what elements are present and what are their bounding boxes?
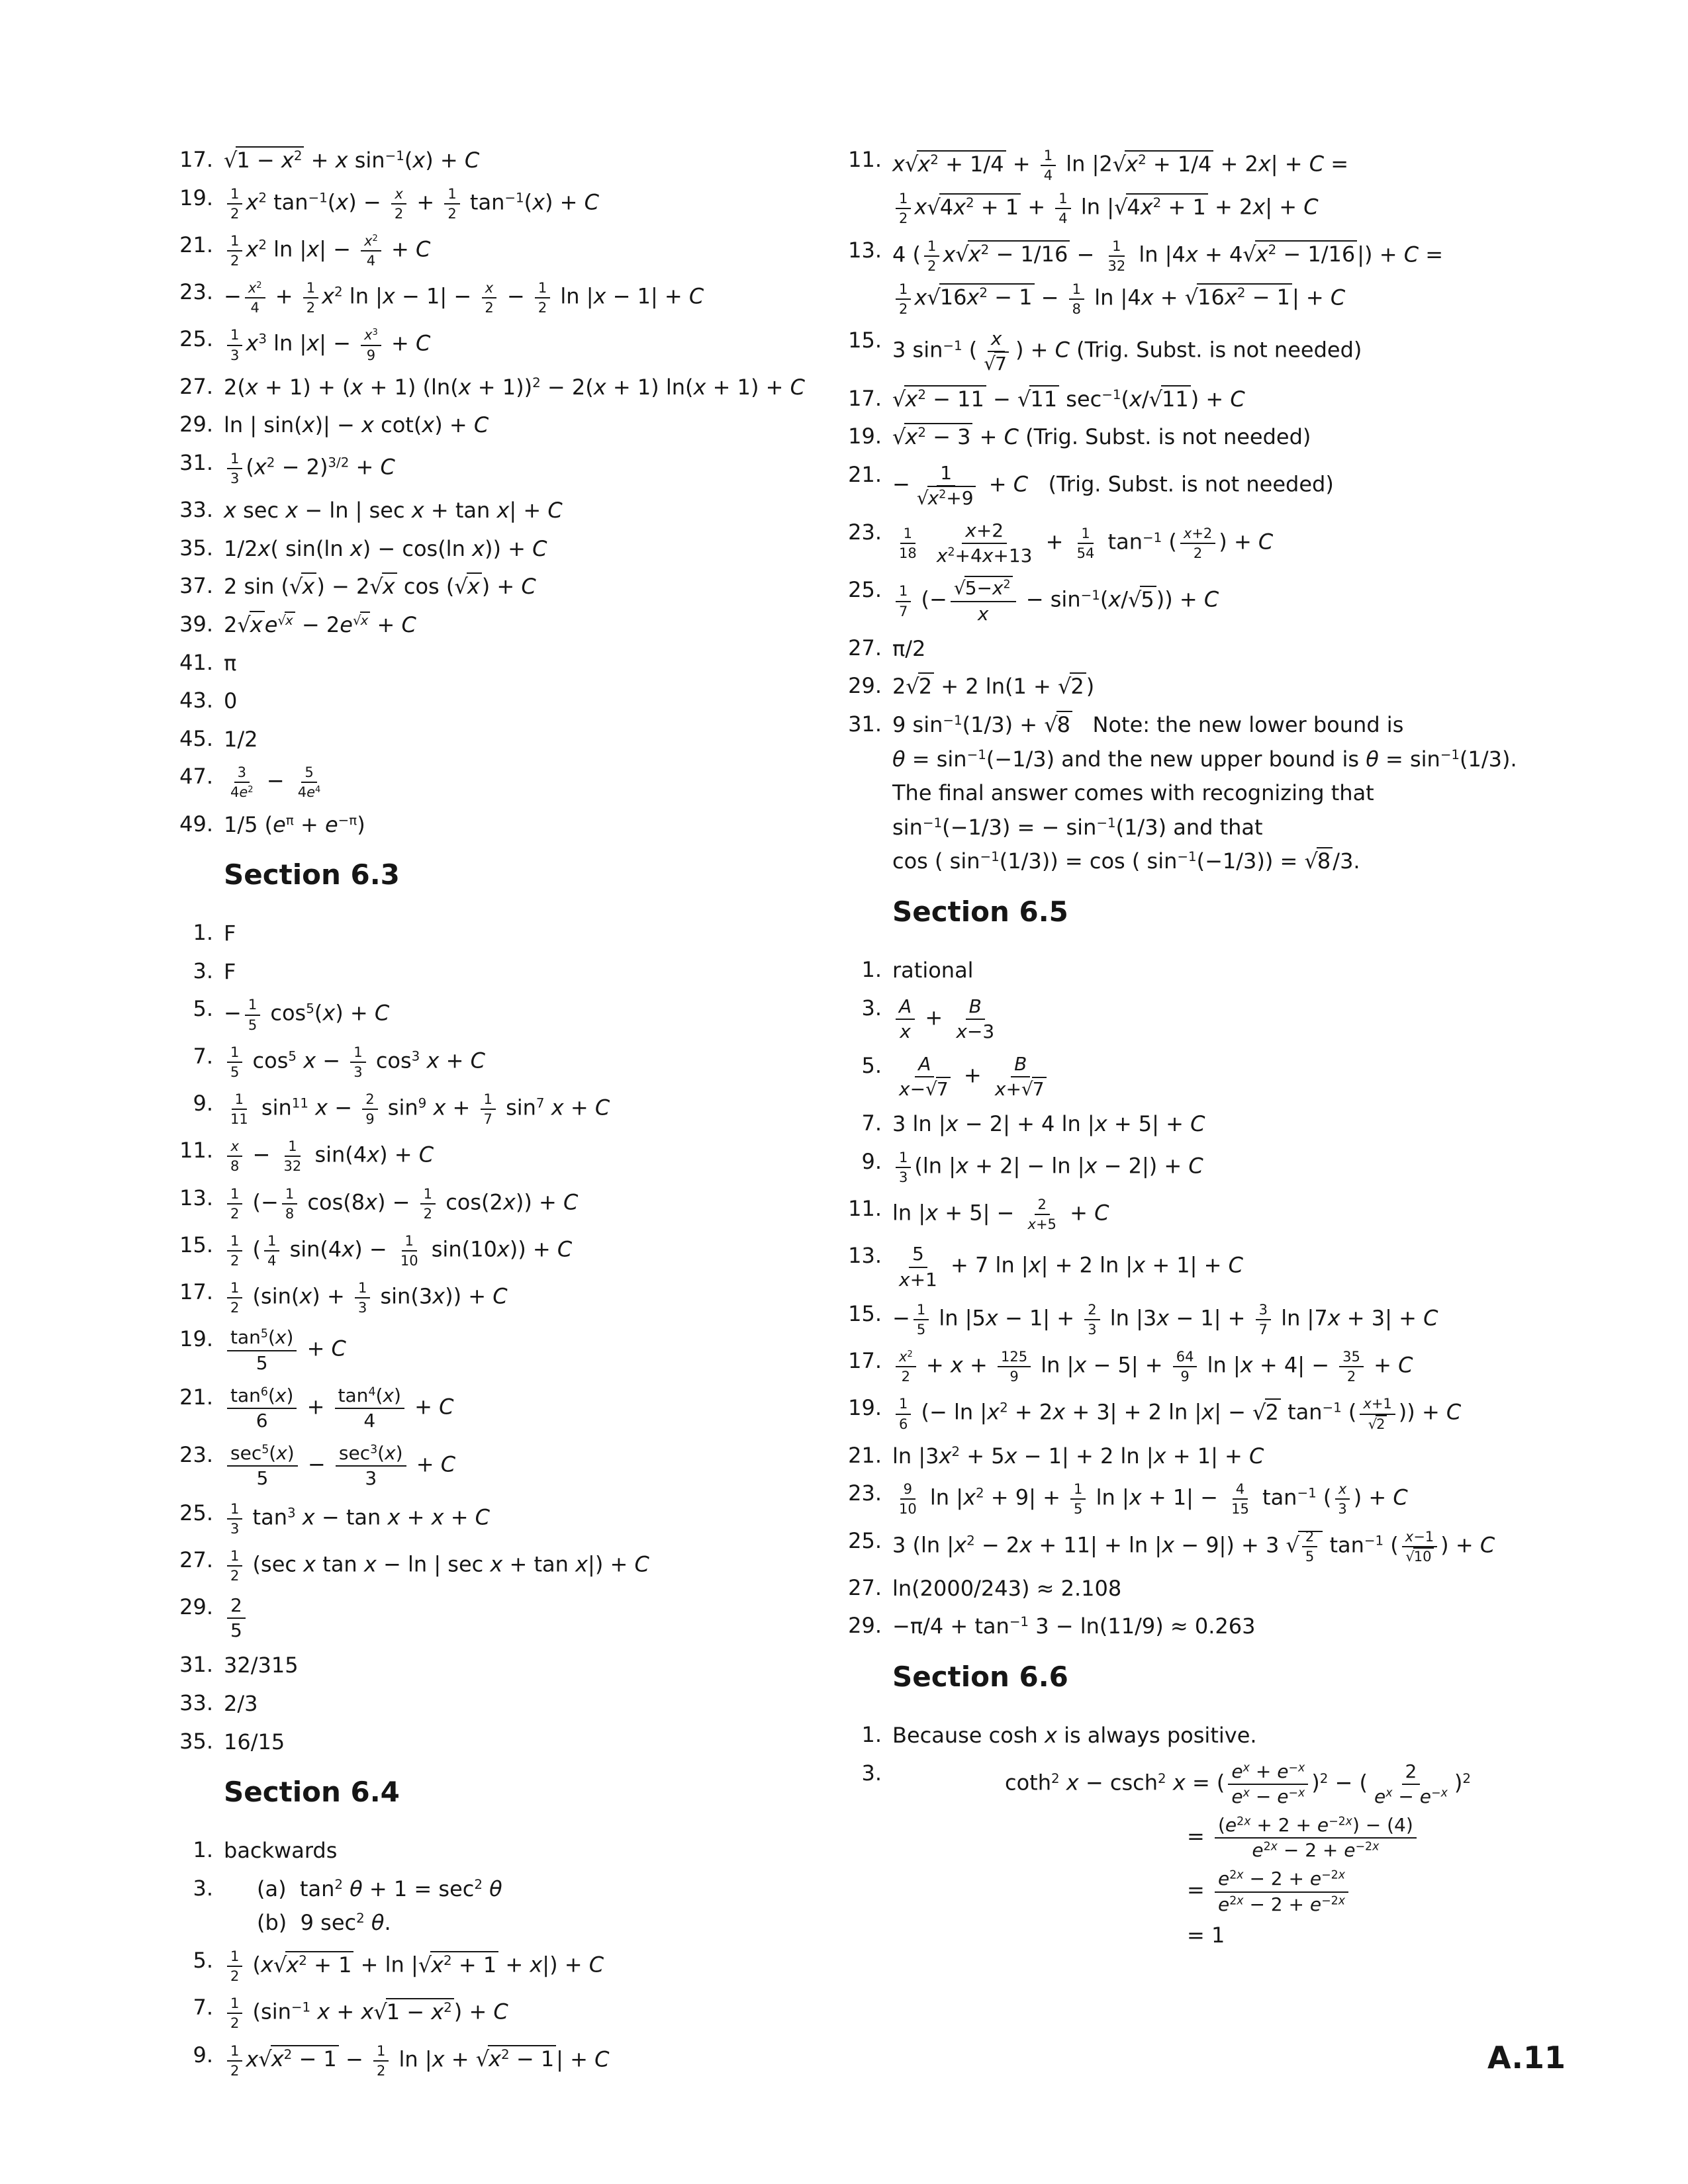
- item-number: 19.: [179, 1326, 213, 1352]
- math-line: $\sin^{-1}(-1/3)$ = − $\sin^{-1}(1/3)$ and that: [892, 814, 1263, 840]
- item-number: 29.: [848, 673, 882, 699]
- item-lines: [224, 1876, 821, 1937]
- item-lines: [224, 412, 821, 439]
- answer-item: [159, 920, 821, 948]
- math-line: 1/2: [224, 726, 258, 752]
- item-lines: [892, 577, 1609, 624]
- math-line: $\frac{1}{2}$ $x√16x^2 - 1$ − $\frac{1}{8}$ $\ln |4x + √16x^2 - 1| + C$: [892, 281, 1609, 317]
- answer-item: [159, 1385, 821, 1432]
- item-lines: [224, 650, 821, 678]
- item-lines: [892, 1722, 1609, 1750]
- answer-item: [159, 1326, 821, 1373]
- math-line: backwards: [224, 1838, 338, 1864]
- math-line: = $\frac{e^{2x} - 2 + e^{-2x}}{e^{2x} - 2 + e^{-2x}}$: [1187, 1868, 1609, 1915]
- item-number: 5.: [193, 996, 213, 1022]
- answer-item: [159, 726, 821, 754]
- answer-item: [794, 520, 1609, 567]
- item-number: 49.: [179, 811, 213, 837]
- item-number: 23.: [179, 279, 213, 305]
- item-lines: [224, 612, 821, 639]
- math-line: 1/5 $(e^\pi + e^{-\pi})$: [224, 811, 365, 837]
- item-number: 25.: [179, 326, 213, 352]
- section-title: Section 6.6: [892, 1661, 1068, 1694]
- answer-item: [794, 1111, 1609, 1138]
- item-lines: [224, 497, 821, 525]
- answer-item: [794, 1395, 1609, 1432]
- item-lines: [224, 1837, 821, 1865]
- answer-item: [159, 1442, 821, 1489]
- item-lines: [892, 462, 1609, 509]
- answer-item: [794, 1575, 1609, 1603]
- answer-item: [794, 711, 1609, 876]
- answer-item: [794, 1480, 1609, 1517]
- math-line: − $\frac{1}{√x^2+9}$ + C (Trig. Subst. is not needed): [892, 461, 1334, 509]
- item-number: 35.: [179, 535, 213, 561]
- item-number: 17.: [179, 147, 213, 172]
- answer-item: [794, 635, 1609, 663]
- item-lines: [892, 1243, 1609, 1290]
- math-line: F: [224, 921, 236, 946]
- item-lines: [224, 1138, 821, 1174]
- answer-item: [159, 1594, 821, 1641]
- math-line: π/2: [892, 635, 926, 661]
- math-line: $\theta = \sin^{-1}(-1/3)$ and the new upper bound is $\theta = \sin^{-1}(1/3)$.: [892, 746, 1517, 772]
- answer-item: [794, 386, 1609, 414]
- item-lines: [892, 995, 1609, 1042]
- right-column: [794, 147, 1609, 1960]
- math-line: $\frac{1}{5}$ $\cos^5 x$ − $\frac{1}{3}$ $\cos^3 x + C$: [224, 1044, 821, 1080]
- item-lines: [224, 1729, 821, 1756]
- item-lines: [224, 1185, 821, 1222]
- item-number: 29.: [179, 1594, 213, 1620]
- math-line: 2/3: [224, 1691, 258, 1717]
- math-line: $\frac{\tan^6(x)}{6}$ + $\frac{\tan^4(x)}{4}$ + C: [224, 1385, 821, 1432]
- item-lines: [224, 1594, 821, 1641]
- math-line: $\frac{A}{x}$ + $\frac{B}{x-3}$: [892, 995, 1609, 1042]
- item-number: 23.: [848, 1480, 882, 1506]
- answer-item: [794, 577, 1609, 624]
- math-line: ln |x + 5| − $\frac{2}{x+5}$ + C: [892, 1197, 1109, 1233]
- math-line: F: [224, 958, 236, 984]
- item-number: 15.: [179, 1232, 213, 1257]
- item-lines: [224, 996, 821, 1032]
- answer-item: [794, 1053, 1609, 1100]
- item-lines: [892, 1575, 1609, 1603]
- item-lines: [892, 424, 1609, 451]
- item-number: 43.: [179, 688, 213, 713]
- answer-item: [159, 147, 821, 175]
- item-number: 31.: [179, 449, 213, 475]
- math-line: $\frac{1}{3}$ (ln |x + 2| − ln |x − 2|) + C: [892, 1149, 1609, 1185]
- item-lines: [224, 1442, 821, 1489]
- item-number: 17.: [179, 1279, 213, 1305]
- answer-item: [794, 1301, 1609, 1338]
- item-lines: [224, 726, 821, 754]
- item-number: 21.: [848, 461, 882, 487]
- math-line: $\frac{1}{2}$ $x√x^2 - 1$ − $\frac{1}{2}$ $\ln |x + √x^2 - 1| + C$: [224, 2042, 821, 2079]
- item-number: 5.: [193, 1948, 213, 1973]
- math-line: $\frac{1}{2}$ (sin(x) + $\frac{1}{3}$ sin(3x)) + C: [224, 1279, 821, 1316]
- item-number: 17.: [848, 1348, 882, 1374]
- math-line: $\frac{3}{4e^2}$ − $\frac{5}{4e^4}$: [230, 764, 321, 801]
- item-lines: [224, 147, 821, 175]
- math-line: 32/315: [224, 1653, 299, 1678]
- item-number: 25.: [848, 577, 882, 603]
- item-lines: [892, 238, 1609, 318]
- answer-item: [159, 185, 821, 222]
- math-line: rational: [892, 957, 974, 983]
- item-lines: [224, 185, 821, 222]
- answer-item: [794, 462, 1609, 509]
- answer-item: [159, 279, 821, 316]
- item-lines: [224, 535, 821, 563]
- item-lines: [224, 764, 821, 800]
- item-number: 23.: [179, 1442, 213, 1468]
- math-line: $\frac{1}{3}$ $x^3$ ln |x| − $\frac{x^3}{9}$ + C: [224, 326, 821, 363]
- item-lines: [224, 2042, 821, 2079]
- item-lines: [892, 1443, 1609, 1471]
- math-line: $\frac{1}{2}$ $x^2$ $\tan^{-1}(x)$ − $\frac{x}{2}$ + $\frac{1}{2}$ $\tan^{-1}(x) + C$: [224, 185, 821, 222]
- answer-item: [159, 1995, 821, 2031]
- item-lines: [224, 1232, 821, 1269]
- item-lines: [224, 1326, 821, 1373]
- section-title: Section 6.4: [224, 1776, 400, 1809]
- math-line: $\frac{9}{10}$ $\ln |x^2 + 9|$ + $\frac{1}{5}$ ln |x + 1| − $\frac{4}{15}$ $\tan^{-1}$ ( $\frac{x}{3}$ ) + C: [899, 1481, 1408, 1518]
- item-lines: [892, 147, 1609, 227]
- answer-item: [159, 688, 821, 715]
- answer-item: [794, 1613, 1609, 1641]
- item-number: 45.: [179, 725, 213, 751]
- item-lines: [892, 1613, 1609, 1641]
- math-line: 3 (ln $|x^2 - 2x + 11| + \ln |x - 9|) + 3$ √ $\frac{2}{5}$ $\tan^{-1}$ ( $\frac{x-1}{√10}$ ) + C: [892, 1528, 1495, 1565]
- item-lines: [892, 1196, 1609, 1232]
- item-number: 3.: [861, 995, 882, 1021]
- item-number: 29.: [848, 1613, 882, 1639]
- math-line: ln(2000/243) ≈ 2.108: [892, 1575, 1122, 1601]
- item-number: 5.: [861, 1052, 882, 1078]
- item-number: 37.: [179, 573, 213, 599]
- math-line: $-\pi/4 + \tan^{-1} 3 - \ln(11/9) \approx 0.263$: [892, 1614, 1256, 1639]
- math-line: 3 ln |x − 2| + 4 ln |x + 5| + C: [892, 1111, 1205, 1137]
- answer-item: [794, 1528, 1609, 1565]
- item-lines: [224, 1044, 821, 1080]
- section-title: Section 6.3: [224, 858, 400, 891]
- item-number: 47.: [179, 764, 213, 790]
- answer-item: [794, 424, 1609, 451]
- answer-item: [794, 1348, 1609, 1385]
- answer-item: [794, 1243, 1609, 1290]
- answer-item: [159, 1500, 821, 1537]
- item-lines: [892, 711, 1609, 876]
- page-number: A.11: [1487, 2040, 1566, 2075]
- answer-item: [159, 326, 821, 363]
- math-line: $\frac{1}{7}$ (− $\frac{√5-x^2}{x}$ − $\sin^{-1}(x/√5)) + C$: [892, 577, 1609, 624]
- math-line: $\sec^5(x)$ 5 − $\sec^3(x)$ 3 + C: [224, 1442, 821, 1489]
- math-line: 1/2x( sin(ln x) − cos(ln x)) + C: [224, 535, 547, 561]
- math-line: 0: [224, 688, 238, 714]
- answer-item: [794, 1196, 1609, 1232]
- item-number: 21.: [179, 232, 213, 257]
- math-line: x sec x − ln | sec x + tan x| + C: [224, 498, 563, 523]
- item-lines: [892, 1053, 1609, 1100]
- answer-item: [794, 328, 1609, 375]
- answer-item: [159, 1652, 821, 1680]
- item-lines: [224, 1279, 821, 1316]
- answer-item: [159, 996, 821, 1032]
- math-line: $\frac{2}{5}$: [224, 1594, 821, 1641]
- math-line: $\frac{1}{18}$ $\frac{x+2}{x^2+4x+13}$ + $\frac{1}{54}$ $\tan^{-1}$ ( $\frac{x+2}{2}$ ) + C: [899, 520, 1274, 567]
- item-number: 19.: [848, 1395, 882, 1421]
- math-line: $\frac{1}{2}$ (− $\frac{1}{8}$ cos(8x) − $\frac{1}{2}$ cos(2x)) + C: [224, 1185, 821, 1222]
- answer-item: [159, 1948, 821, 1984]
- item-lines: [224, 1500, 821, 1537]
- math-line: $\frac{1}{2}$ (sec x tan x − ln | sec x + tan x|) + C: [224, 1547, 821, 1584]
- math-line: − $\frac{1}{5}$ $\cos^5(x) + C$: [224, 997, 390, 1033]
- item-lines: [892, 520, 1609, 567]
- math-line: $x√x^2 + 1/4$ + $\frac{1}{4}$ $\ln |2√x^2 + 1/4 + 2x| + C$ =: [892, 148, 1349, 184]
- answer-item: [159, 811, 821, 839]
- answer-item: [159, 2042, 821, 2079]
- item-number: 33.: [179, 497, 213, 523]
- item-lines: [224, 1652, 821, 1680]
- item-lines: [892, 1528, 1609, 1565]
- answer-item: [794, 1722, 1609, 1750]
- answer-item: [159, 1232, 821, 1269]
- math-line: The final answer comes with recognizing that: [892, 780, 1374, 806]
- item-number: 39.: [179, 611, 213, 637]
- item-number: 15.: [848, 328, 882, 353]
- math-line: 2(x + 1) + (x + 1) $(\ln(x + 1))^2 - 2(x + 1)$ ln(x + 1) + C: [224, 374, 805, 400]
- item-lines: [892, 386, 1609, 414]
- item-number: 7.: [193, 1043, 213, 1069]
- item-number: 13.: [179, 1185, 213, 1210]
- item-lines: [892, 1760, 1609, 1950]
- answer-item: [794, 673, 1609, 701]
- left-column: [159, 147, 821, 2089]
- item-number: 19.: [179, 185, 213, 210]
- answer-item: [159, 232, 821, 269]
- math-line: $\ln |3x^2 + 5x - 1| + 2$ ln |x + 1| + C: [892, 1443, 1264, 1469]
- math-line: = $\frac{(e^{2x} + 2 + e^{-2x}) - (4)}{e^{2x} - 2 + e^{-2x}}$: [1187, 1814, 1609, 1861]
- item-number: 7.: [861, 1111, 882, 1136]
- math-line: 2√2 + 2 ln(1 + √2): [892, 674, 1095, 700]
- item-lines: [892, 1301, 1609, 1338]
- item-lines: [892, 1395, 1609, 1432]
- item-lines: [224, 1385, 821, 1432]
- math-line: $\frac{1}{11}$ $\sin^{11} x$ − $\frac{2}{9}$ $\sin^9 x$ + $\frac{1}{7}$ $\sin^7 x + C$: [230, 1091, 610, 1128]
- item-lines: [224, 1948, 821, 1984]
- item-lines: [224, 573, 821, 601]
- item-number: 41.: [179, 649, 213, 675]
- item-number: 23.: [848, 520, 882, 545]
- item-number: 7.: [193, 1995, 213, 2021]
- item-lines: [224, 920, 821, 948]
- answer-item: [794, 238, 1609, 318]
- answer-item: [159, 1138, 821, 1174]
- item-number: 11.: [848, 147, 882, 172]
- answer-item: [159, 650, 821, 678]
- math-line: $\frac{A}{x-√7}$ + $\frac{B}{x+√7}$: [892, 1053, 1609, 1100]
- item-number: 11.: [179, 1138, 213, 1163]
- answer-item: [159, 374, 821, 402]
- item-number: 31.: [179, 1652, 213, 1678]
- answer-item: [159, 1279, 821, 1316]
- item-lines: [224, 688, 821, 715]
- answer-item: [159, 612, 821, 639]
- math-line: 3 $\sin^{-1}$ ( $\frac{x}{√7}$ ) + C (Trig. Subst. is not needed): [892, 328, 1362, 375]
- item-number: 33.: [179, 1690, 213, 1716]
- answer-item: [159, 450, 821, 486]
- item-lines: [892, 635, 1609, 663]
- item-lines: [224, 374, 821, 402]
- answer-item: [159, 1547, 821, 1584]
- section-title: Section 6.5: [892, 895, 1068, 928]
- item-lines: [224, 450, 821, 486]
- math-line: $\frac{5}{x+1}$ + 7 ln |x| + 2 ln |x + 1| + C: [899, 1243, 1243, 1291]
- math-line: 9 $\sin^{-1}(1/3) + √8$ Note: the new lower bound is: [892, 712, 1404, 737]
- answer-item: [159, 497, 821, 525]
- math-line: $\frac{1}{3}$ $\tan^3 x - \tan x + x + C$: [224, 1500, 821, 1537]
- answer-item: [159, 1690, 821, 1718]
- math-line: $\frac{\tan^5(x)}{5}$ + C: [224, 1326, 821, 1373]
- math-line: (a) $\tan^2 \theta + 1 = \sec^2 \theta$: [257, 1876, 502, 1901]
- item-number: 35.: [179, 1728, 213, 1754]
- item-lines: [224, 232, 821, 269]
- item-lines: [224, 811, 821, 839]
- answer-item: [159, 1091, 821, 1127]
- answer-item: [794, 1760, 1609, 1950]
- answer-item: [159, 1876, 821, 1937]
- math-line: (b) 9 $\sec^2 \theta$.: [257, 1910, 391, 1936]
- item-lines: [224, 1091, 821, 1127]
- math-line: $\frac{1}{2}$ ( $\frac{1}{4}$ sin(4x) − $\frac{1}{10}$ sin(10x)) + C: [224, 1232, 821, 1269]
- item-number: 1.: [193, 1837, 213, 1863]
- math-line: $\frac{x}{8}$ − $\frac{1}{32}$ sin(4x) + C: [224, 1138, 821, 1174]
- math-line: $2√xe^{√x} - 2e^{√x} + C$: [224, 612, 416, 637]
- item-lines: [224, 326, 821, 363]
- answer-item: [159, 412, 821, 439]
- item-number: 21.: [848, 1442, 882, 1468]
- item-number: 9.: [193, 2042, 213, 2068]
- item-number: 17.: [848, 385, 882, 411]
- answer-item: [159, 764, 821, 800]
- math-line: coth$^2$ x − csch$^2$ x = ( $\frac{e^x + e^{-x}}{e^x - e^{-x}}$ )$^2$ − ( $\frac{2}{e^x - e^{-x}}$ )$^2$: [1005, 1760, 1471, 1807]
- answer-item: [159, 535, 821, 563]
- item-number: 11.: [848, 1196, 882, 1222]
- item-lines: [892, 1480, 1609, 1517]
- item-number: 27.: [179, 373, 213, 399]
- math-line: − $\frac{1}{5}$ ln |5x − 1| + $\frac{2}{3}$ ln |3x − 1| + $\frac{3}{7}$ ln |7x + 3| + C: [892, 1301, 1438, 1338]
- item-number: 3.: [861, 1760, 882, 1786]
- item-lines: [224, 958, 821, 986]
- answer-item: [794, 1149, 1609, 1185]
- item-number: 3.: [193, 958, 213, 983]
- answer-item: [794, 1443, 1609, 1471]
- item-number: 25.: [848, 1527, 882, 1553]
- math-line: $√x^2 - 3 + C$ (Trig. Subst. is not needed): [892, 424, 1311, 450]
- item-number: 1.: [193, 920, 213, 946]
- math-line: cos ( $\sin^{-1}(1/3)) = \cos$ ( $\sin^{-1}(-1/3)) = √8/3$.: [892, 848, 1360, 874]
- math-line: − $\frac{x^2}{4}$ + $\frac{1}{2}$ $x^2$ ln |x − 1| − $\frac{x}{2}$ − $\frac{1}{2}$ ln |x − 1| + C: [224, 280, 704, 316]
- math-line: $√x^2 - 11 - √11$ $\sec^{-1}(x/√11) + C$: [892, 386, 1245, 412]
- item-lines: [892, 1348, 1609, 1385]
- item-number: 31.: [848, 711, 882, 737]
- item-number: 27.: [848, 1574, 882, 1600]
- math-line: $\frac{1}{2}$ $(x√x^2 + 1 + \ln |√x^2 + 1 + x|) + C$: [224, 1948, 821, 1984]
- math-line: $\frac{1}{2}$ $x√4x^2 + 1$ + $\frac{1}{4}$ $\ln |√4x^2 + 1 + 2x| + C$: [892, 190, 1609, 226]
- item-number: 9.: [861, 1148, 882, 1174]
- answer-item: [159, 1837, 821, 1865]
- item-number: 27.: [179, 1547, 213, 1572]
- item-lines: [224, 279, 821, 316]
- math-line: π: [224, 650, 237, 676]
- math-line: 16/15: [224, 1729, 285, 1754]
- math-line: $\frac{1}{2}$ $x^2$ ln |x| − $\frac{x^2}{4}$ + C: [224, 232, 821, 269]
- item-number: 9.: [193, 1090, 213, 1116]
- answer-item: [159, 573, 821, 601]
- item-lines: [224, 1690, 821, 1718]
- math-line: 2 sin (√x) − 2√x cos (√x) + C: [224, 574, 536, 600]
- answer-item: [794, 957, 1609, 985]
- answer-item: [794, 147, 1609, 227]
- item-number: 1.: [861, 956, 882, 982]
- item-lines: [892, 1149, 1609, 1185]
- math-line: Because cosh x is always positive.: [892, 1723, 1257, 1749]
- item-lines: [892, 328, 1609, 375]
- item-number: 1.: [861, 1722, 882, 1748]
- item-number: 15.: [848, 1300, 882, 1326]
- item-lines: [892, 673, 1609, 701]
- math-line: $\frac{1}{6}$ (− $\ln |x^2 + 2x + 3| + 2$ ln |x| − √2 $\tan^{-1}$ ( $\frac{x+1}{√2}$ )) + C: [892, 1395, 1609, 1432]
- item-number: 21.: [179, 1384, 213, 1410]
- item-number: 27.: [848, 635, 882, 660]
- math-line: $\frac{x^2}{2}$ + x + $\frac{125}{9}$ ln |x − 5| + $\frac{64}{9}$ ln |x + 4| − $\frac{35}{2}$ + C: [892, 1348, 1609, 1385]
- item-lines: [892, 957, 1609, 985]
- answer-item: [159, 958, 821, 986]
- item-number: 25.: [179, 1500, 213, 1525]
- item-lines: [224, 1995, 821, 2031]
- item-number: 13.: [848, 1243, 882, 1269]
- math-line: 4 ( $\frac{1}{2}$ $x√x^2 - 1/16$ − $\frac{1}{32}$ $\ln |4x + 4√x^2 - 1/16|) + C$ =: [892, 238, 1444, 274]
- answer-item: [159, 1044, 821, 1080]
- item-number: 3.: [193, 1875, 213, 1901]
- math-line: = 1: [1187, 1922, 1225, 1948]
- math-line: $√1 - x^2 + x$ $\sin^{-1}(x) + C$: [224, 148, 480, 173]
- answer-item: [159, 1185, 821, 1222]
- item-lines: [224, 1547, 821, 1584]
- item-number: 13.: [848, 237, 882, 263]
- answer-item: [794, 995, 1609, 1042]
- item-lines: [892, 1111, 1609, 1138]
- math-line: $\frac{1}{3}$ $(x^2 - 2)^{3/2} + C$: [224, 450, 821, 486]
- math-line: ln | sin(x)| − x cot(x) + C: [224, 412, 489, 438]
- item-number: 19.: [848, 424, 882, 449]
- math-line: $\frac{1}{2}$ ($\sin^{-1}$ $x + x√1 - x^2) + C$: [224, 1995, 821, 2031]
- answer-item: [159, 1729, 821, 1756]
- item-number: 29.: [179, 412, 213, 437]
